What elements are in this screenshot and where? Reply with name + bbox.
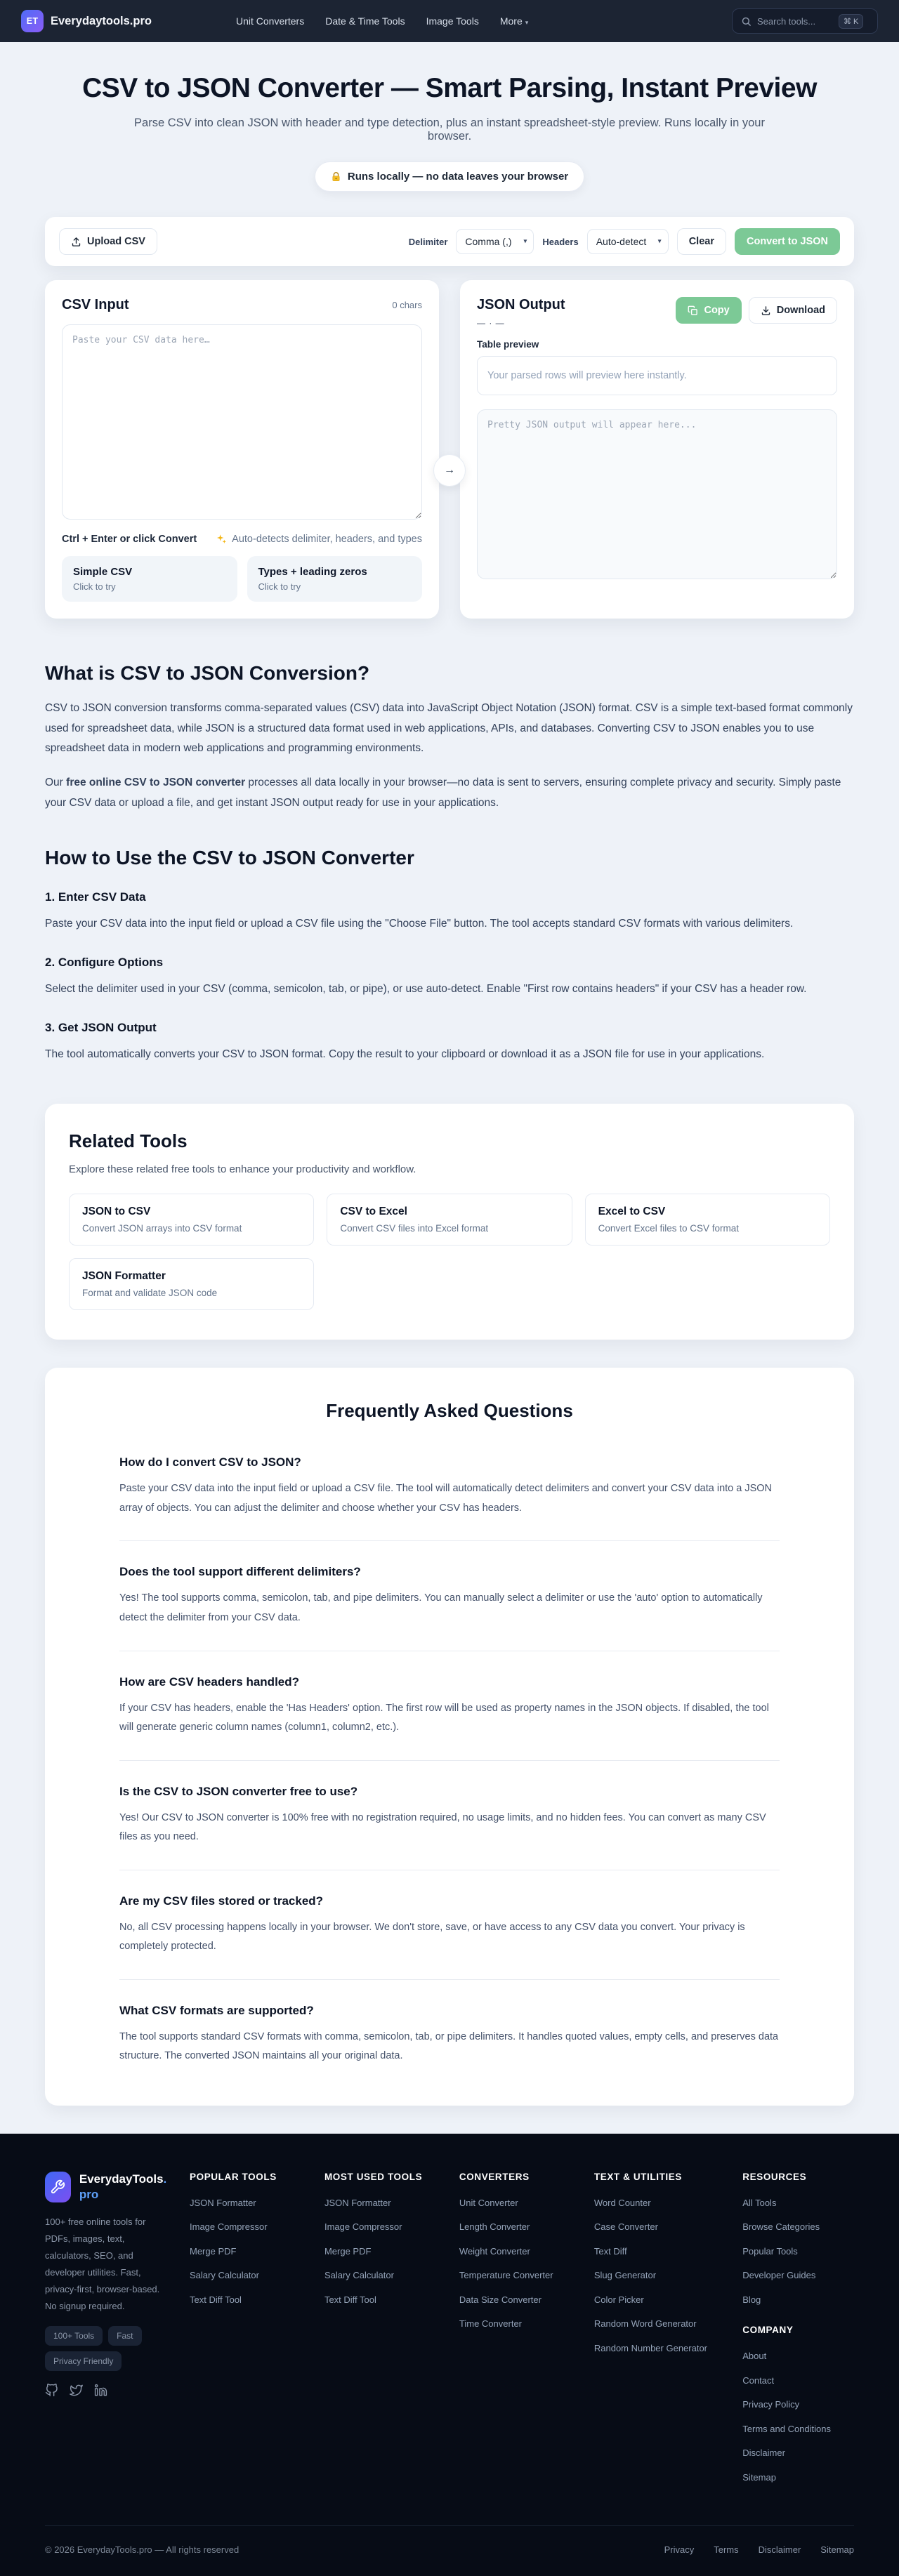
converter-toolbar [45,217,854,266]
footer-link[interactable]: Disclaimer [742,2448,785,2459]
footer-bottom-bar [45,2525,854,2576]
footer-bottom-link-terms[interactable]: Terms [714,2544,739,2556]
footer-link[interactable]: Slug Generator [593,2270,657,2281]
footer-column-company: COMPANY About Contact Privacy Policy Terms and Conditions Disclaimer Sitemap [742,2325,854,2484]
footer-link[interactable]: Sitemap [742,2471,776,2483]
chevron-down-icon: ▾ [523,237,527,246]
faq-item: Are my CSV files stored or tracked? No, all CSV processing happens locally in your browser. We don't store, save, or have access to any CSV data you convert. Your privacy is completely protected. [119,1870,780,1980]
faq-item: Is the CSV to JSON converter free to use? Yes! Our CSV to JSON converter is 100% free with no registration required, no usage limits, and no hidden fees. You can convert as many CSV files as you need. [119,1761,780,1870]
main-nav [236,15,732,27]
footer-column-text-utilities: TEXT & UTILITIES Word Counter Case Converter Text Diff Slug Generator Color Picker Random Word Generator Random Number Generator [594,2172,721,2495]
csv-input-textarea[interactable] [62,324,422,520]
step-1-text: Paste your CSV data into the input field or upload a CSV file using the "Choose File" button. The tool accepts standard CSV formats with various delimiters. [45,918,794,930]
footer-link[interactable]: Text Diff [593,2245,627,2257]
footer-link[interactable]: About [742,2351,767,2362]
footer-link[interactable]: Merge PDF [324,2245,372,2257]
lock-icon [331,171,341,183]
json-output-textarea[interactable] [477,409,837,579]
upload-csv-button[interactable]: Upload CSV [59,228,157,255]
char-count: 0 chars [392,300,422,310]
footer-link[interactable]: Length Converter [459,2221,530,2233]
related-tools-section [45,1104,854,1340]
seo-content [45,662,854,1064]
json-output-panel [460,280,854,619]
upload-icon [71,237,81,247]
faq-heading: Frequently Asked Questions [326,1400,573,1422]
footer-link[interactable]: Contact [742,2374,775,2386]
footer-link[interactable]: Salary Calculator [190,2270,259,2281]
footer-link[interactable]: Terms and Conditions [742,2423,831,2434]
footer-link[interactable]: Privacy Policy [742,2399,800,2410]
json-output-title: JSON Output [477,297,565,312]
footer-brand-column [45,2172,169,2495]
related-tools-grid [69,1194,830,1310]
tool-card-json-formatter[interactable]: JSON Formatter Format and validate JSON code [69,1258,314,1310]
footer-link[interactable]: JSON Formatter [324,2197,391,2208]
step-2-heading: 2. Configure Options [45,956,164,970]
toolbar-controls [409,228,840,255]
faq-item: Does the tool support different delimiters? Yes! The tool supports comma, semicolon, tab, and pipe delimiters. You can manually select a delimiter or use the 'auto' option to automatically detect the delimiter from your CSV data. [119,1541,780,1651]
search-box[interactable] [732,8,878,34]
brand-logo: ET [21,10,44,32]
table-preview-box: Your parsed rows will preview here instantly. [477,356,837,395]
copy-icon [688,305,698,316]
tool-card-json-to-csv[interactable]: JSON to CSV Convert JSON arrays into CSV format [69,1194,314,1246]
footer-brand-name: EverydayTools.pro [79,2172,167,2202]
step-2-text: Select the delimiter used in your CSV (comma, semicolon, tab, or pipe), or use auto-detect. Enable "First row contains headers" if your CSV has a header row. [45,983,807,996]
download-button[interactable]: Download [749,297,837,324]
page-title: CSV to JSON Converter — Smart Parsing, Instant Preview [82,73,817,103]
footer-link[interactable]: Random Word Generator [593,2318,697,2330]
footer-link[interactable]: Salary Calculator [324,2270,394,2281]
what-is-heading: What is CSV to JSON Conversion? [45,662,370,684]
footer-column-popular-tools: POPULAR TOOLS JSON Formatter Image Compressor Merge PDF Salary Calculator Text Diff Tool [190,2172,303,2495]
footer-link[interactable]: Merge PDF [190,2245,237,2257]
faq-section [45,1368,854,2106]
nav-item-date-time-tools[interactable]: Date & Time Tools [325,15,405,27]
converter-panels [45,280,854,619]
copyright: © 2026 EverydayTools.pro — All rights reserved [45,2544,239,2556]
twitter-icon[interactable] [70,2384,83,2397]
footer-link[interactable]: Time Converter [459,2318,523,2330]
csv-input-panel [45,280,439,619]
footer-link[interactable]: Browse Categories [742,2221,820,2233]
how-to-heading: How to Use the CSV to JSON Converter [45,847,414,869]
step-3-text: The tool automatically converts your CSV to JSON format. Copy the result to your clipboard or download it as a JSON file for use in your applications. [45,1048,765,1060]
headers-label: Headers [542,236,579,247]
footer-badge: Fast [108,2326,141,2346]
delimiter-select[interactable] [456,229,534,254]
footer-link[interactable]: Weight Converter [459,2245,530,2257]
swap-direction-button[interactable] [433,454,466,487]
footer-link[interactable]: Word Counter [593,2197,651,2208]
sparkles-icon [216,534,227,545]
related-tools-heading: Related Tools [69,1130,188,1152]
faq-item: How do I convert CSV to JSON? Paste your CSV data into the input field or upload a CSV file. The tool will automatically detect delimiters and convert your CSV data into a JSON array of objects. You can adjust the delimiter and choose whether your CSV has headers. [119,1432,780,1541]
faq-item: How are CSV headers handled? If your CSV has headers, enable the 'Has Headers' option. The first row will be used as property names in the JSON objects. If disabled, the tool will generate generic column names (column1, column2, etc.). [119,1651,780,1761]
footer-link[interactable]: Text Diff Tool [190,2294,242,2305]
hero [45,42,854,192]
example-list [62,556,422,602]
shortcut-hint: Ctrl + Enter or click Convert [62,534,197,545]
what-is-paragraph-2: Our free online CSV to JSON converter processes all data locally in your browser—no data is sent to servers, ensuring complete privacy and security. Simply paste your CSV data or upload a file, and get instant JSON output ready for use in your applications. [45,777,841,809]
site-footer [0,2134,899,2576]
keyboard-shortcut-badge: ⌘ K [839,14,863,29]
footer-column-resources-company [742,2172,854,2495]
footer-link[interactable]: Image Compressor [324,2221,402,2233]
headers-select[interactable] [587,229,669,254]
related-tools-subtitle: Explore these related free tools to enhance your productivity and workflow. [69,1163,416,1176]
csv-input-title: CSV Input [62,297,129,312]
page-subtitle: Parse CSV into clean JSON with header and type detection, plus an instant spreadsheet-style preview. Runs locally in your browser. [134,117,765,143]
footer-link[interactable]: Random Number Generator [593,2342,708,2353]
nav-item-unit-converters[interactable]: Unit Converters [235,15,305,27]
footer-badge: Privacy Friendly [45,2351,122,2371]
example-simple-csv[interactable]: Simple CSV Click to try [62,556,237,602]
search-input[interactable] [757,16,833,27]
footer-logo [45,2172,71,2202]
footer-link[interactable]: Text Diff Tool [324,2294,376,2305]
footer-bottom-link-privacy[interactable]: Privacy [664,2544,695,2556]
download-icon [761,305,771,316]
what-is-paragraph-1: CSV to JSON conversion transforms comma-separated values (CSV) data into JavaScript Object Notation (JSON) format. CSV is a simple text-based format commonly used for spreadsheet data, while JSON is a structured data format used in web applications, APIs, and databases. Converting CSV to JSON enables you to use spreadsheet data in modern web applications and programming environments. [45,702,853,755]
footer-link[interactable]: Blog [742,2294,761,2305]
step-3-heading: 3. Get JSON Output [45,1020,157,1034]
delimiter-label: Delimiter [408,236,448,247]
footer-bottom-link-sitemap[interactable]: Sitemap [820,2544,854,2556]
search-icon [741,16,752,27]
site-header [0,0,899,42]
footer-link[interactable]: JSON Formatter [190,2197,256,2208]
footer-link[interactable]: All Tools [742,2197,777,2208]
wrench-icon [50,2179,65,2195]
footer-link[interactable]: Case Converter [593,2221,658,2233]
convert-button[interactable]: Convert to JSON [735,228,840,255]
footer-description: 100+ free online tools for PDFs, images, text, calculators, SEO, and developer utilities. Fast, privacy-first, browser-based. No signup required. [45,2217,160,2312]
tool-card-excel-to-csv[interactable]: Excel to CSV Convert Excel files to CSV format [585,1194,830,1246]
footer-column-resources: RESOURCES All Tools Browse Categories Popular Tools Developer Guides Blog [742,2172,854,2307]
example-types-leading-zeros[interactable]: Types + leading zeros Click to try [247,556,423,602]
footer-link[interactable]: Unit Converter [459,2197,518,2208]
footer-bottom-link-disclaimer[interactable]: Disclaimer [758,2544,801,2556]
github-icon[interactable] [45,2384,58,2397]
footer-link[interactable]: Temperature Converter [459,2270,553,2281]
autodetect-hint: Auto-detects delimiter, headers, and types [216,534,422,545]
footer-link[interactable]: Data Size Converter [459,2294,542,2305]
footer-badge: 100+ Tools [45,2326,103,2346]
brand-name: Everydaytools.pro [51,14,152,27]
tool-card-csv-to-excel[interactable]: CSV to Excel Convert CSV files into Excel format [327,1194,572,1246]
table-preview-label: Table preview [477,339,539,350]
privacy-badge: Runs locally — no data leaves your browser [315,161,584,192]
footer-link[interactable]: Color Picker [593,2294,644,2305]
footer-column-most-used-tools: MOST USED TOOLS JSON Formatter Image Compressor Merge PDF Salary Calculator Text Diff Tool [324,2172,438,2495]
copy-button[interactable]: Copy [676,297,741,324]
faq-item: What CSV formats are supported? The tool supports standard CSV formats with comma, semicolon, tab, or pipe delimiters. It handles quoted values, empty cells, and preserves data structure. The converted JSON maintains all your original data. [119,2003,779,2062]
output-stats: — · — [477,318,505,328]
brand[interactable] [21,10,152,32]
chevron-down-icon: ▾ [525,19,529,26]
arrow-right-icon: → [444,464,455,476]
footer-link[interactable]: Image Compressor [190,2221,268,2233]
chevron-down-icon: ▾ [657,237,662,246]
step-1-heading: 1. Enter CSV Data [45,890,146,904]
footer-link[interactable]: Popular Tools [742,2245,798,2257]
nav-item-more[interactable]: More ▾ [499,15,529,27]
footer-column-converters: CONVERTERS Unit Converter Length Converter Weight Converter Temperature Converter Data Size Converter Time Converter [459,2172,573,2495]
footer-link[interactable]: Developer Guides [742,2270,816,2281]
linkedin-icon[interactable] [94,2384,107,2397]
clear-button[interactable]: Clear [677,228,726,255]
nav-item-image-tools[interactable]: Image Tools [426,15,479,27]
